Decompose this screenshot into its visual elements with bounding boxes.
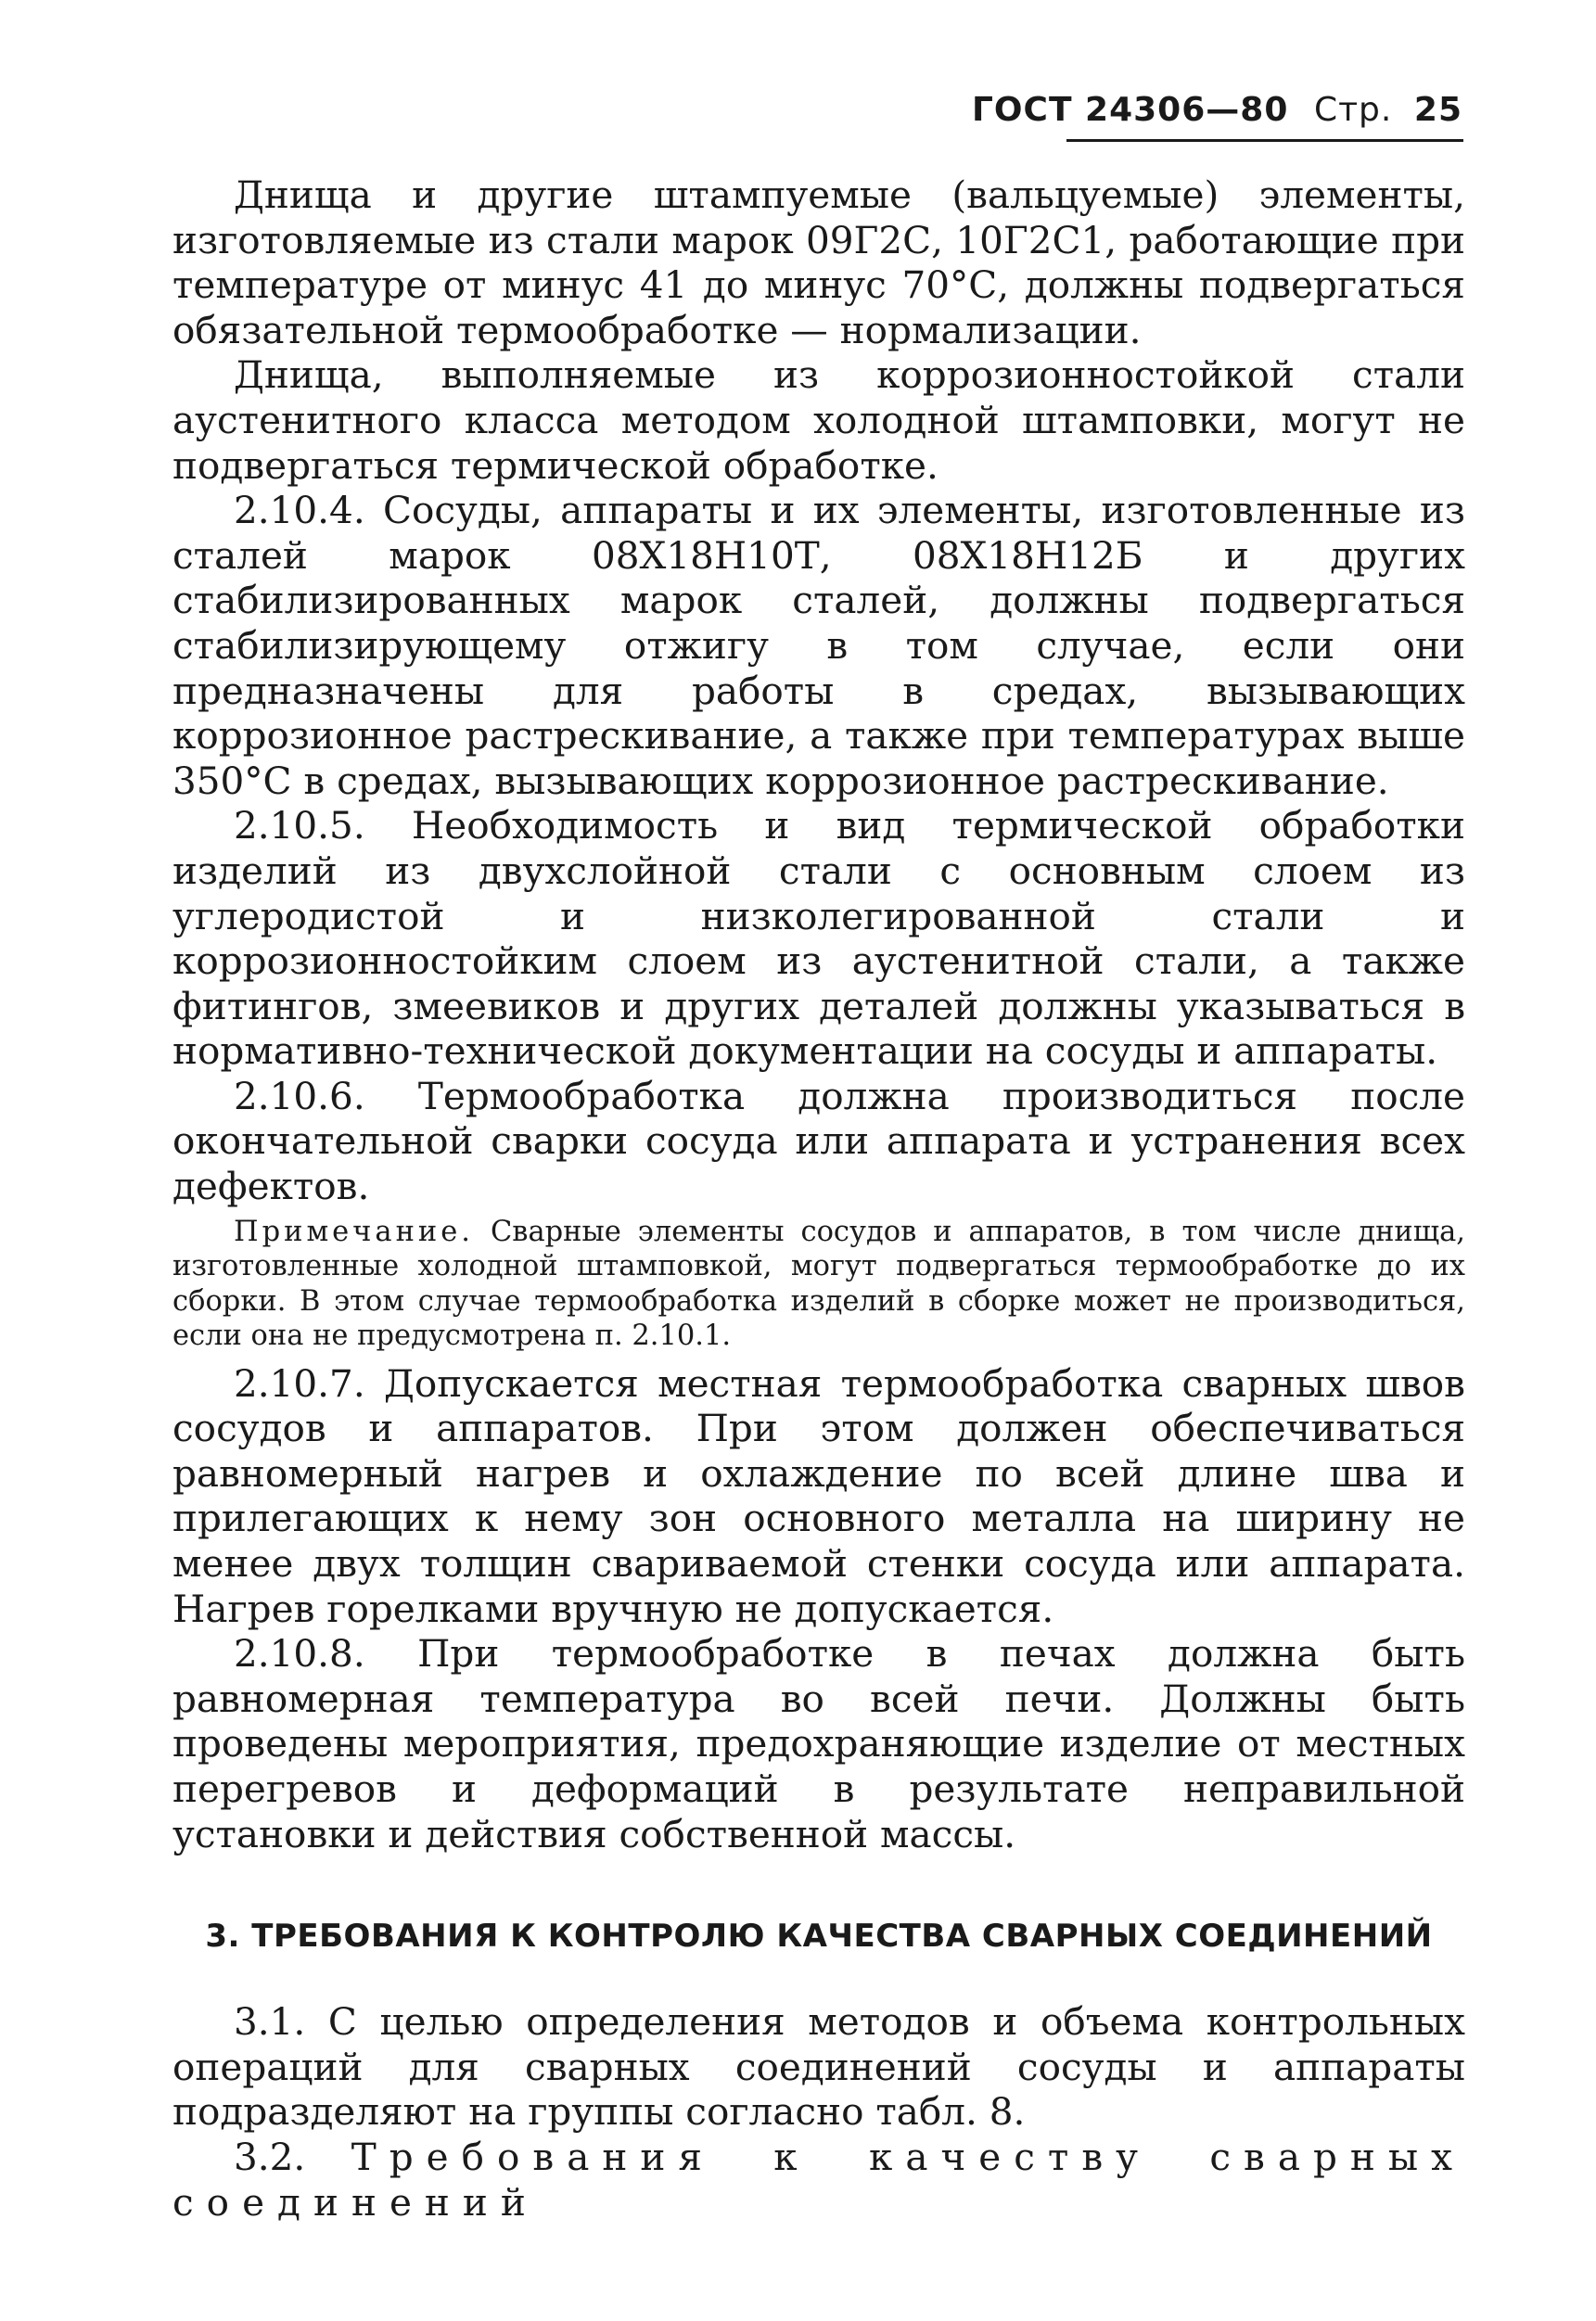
- paragraph-heads-austenitic: Днища, выполняемые из коррозионностойкой стали аустенитного класса методом холодной штамповки, могут не подвергаться термической обработке.: [172, 352, 1465, 488]
- page-label: Стр.: [1313, 91, 1393, 129]
- paragraph-2-10-8: 2.10.8. При термообработке в печах должна быть равномерная температура во всей печи. Должны быть проведены мероприятия, предохраняющие изделие от местных перегревов и деформаций в результате неправильной установки и действия собственной массы.: [172, 1631, 1465, 1856]
- note-label: Примечание.: [234, 1215, 474, 1248]
- page-number: 25: [1413, 91, 1462, 129]
- section-3-title: 3. ТРЕБОВАНИЯ К КОНТРОЛЮ КАЧЕСТВА СВАРНЫХ СОЕДИНЕНИЙ: [205, 1918, 1433, 1956]
- paragraph-3-2-number: 3.2.: [234, 2134, 306, 2179]
- paragraph-3-2-title: Требования к качеству сварных соединений: [172, 2134, 1465, 2225]
- standard-designation: ГОСТ 24306—80: [971, 91, 1289, 129]
- paragraph-2-10-7: 2.10.7. Допускается местная термообработка сварных швов сосудов и аппаратов. При этом должен обеспечиваться равномерный нагрев и охлаждение по всей длине шва и прилегающих к нему зон основного металла на ширину не менее двух толщин свариваемой стенки сосуда или аппарата. Нагрев горелками вручную не допускается.: [172, 1360, 1465, 1631]
- paragraph-2-10-5: 2.10.5. Необходимость и вид термической обработки изделий из двухслойной стали с основным слоем из углеродистой и низколегированной стали и коррозионностойким слоем из аустенитной стали, а также фитингов, змеевиков и других деталей должны указываться в нормативно-технической документации на сосуды и аппараты.: [172, 803, 1465, 1074]
- paragraph-heads-normalization: Днища и другие штампуемые (вальцуемые) элементы, изготовляемые из стали марок 09Г2С, 10Г2С1, работающие при температуре от минус 41 до минус 70°С, должны подвергаться обязательной термообработке — нормализации.: [172, 172, 1465, 352]
- paragraph-2-10-4: 2.10.4. Сосуды, аппараты и их элементы, изготовленные из сталей марок 08Х18Н10Т, 08Х18Н12Б и других стабилизированных марок сталей, должны подвергаться стабилизирующему отжигу в том случае, если они предназначены для работы в средах, вызывающих коррозионное растрескивание, а также при температурах выше 350°С в средах, вызывающих коррозионное растрескивание.: [172, 488, 1465, 803]
- header-rule: [1066, 139, 1463, 142]
- paragraph-3-1: 3.1. С целью определения методов и объема контрольных операций для сварных соединений сосуды и аппараты подразделяют на группы согласно табл. 8.: [172, 1999, 1465, 2135]
- document-body: [172, 172, 1465, 2225]
- note-text: Сварные элементы сосудов и аппаратов, в том числе днища, изготовленные холодной штамповкой, могут подвергаться термообработке до их сборки. В этом случае термообработка изделий в сборке может не производиться, если она не предусмотрена п. 2.10.1.: [172, 1215, 1465, 1353]
- paragraph-2-10-6: 2.10.6. Термообработка должна производиться после окончательной сварки сосуда или аппарата и устранения всех дефектов.: [172, 1073, 1465, 1209]
- page-header: [972, 91, 1462, 129]
- note: [172, 1215, 1465, 1354]
- paragraph-3-2: [172, 2135, 1465, 2225]
